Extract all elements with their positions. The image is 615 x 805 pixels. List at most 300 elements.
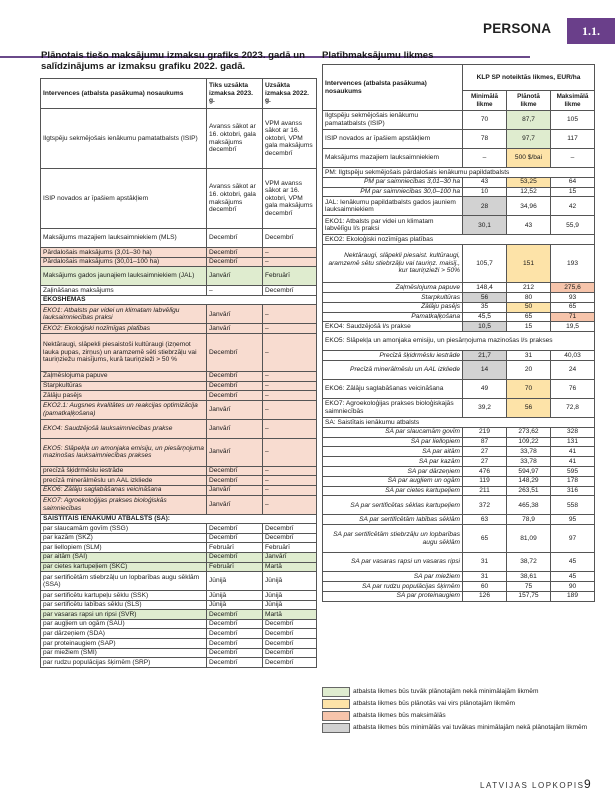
rate-min: 35 <box>463 302 507 312</box>
rate-min: 148,4 <box>463 283 507 293</box>
rate-row-name: SA par liellopiem <box>323 437 463 447</box>
schedule-row-name: par sertificētu labības sēklu (SLS) <box>41 600 207 610</box>
rate-row <box>323 197 595 216</box>
rate-planned: 33,78 <box>507 447 551 457</box>
schedule-2022: Decembrī <box>263 286 317 296</box>
rate-row <box>323 312 595 322</box>
rate-row-name: Nektāraugi, slāpekli piesaist. kultūraugi, aramzemē sētu stiebrzāļu vai tauriņz. maisīj., kur tauriņzieži > 50% <box>323 245 463 283</box>
schedule-row <box>41 543 317 553</box>
schedule-row <box>41 648 317 658</box>
rate-min: 21,7 <box>463 351 507 361</box>
page-number: 9 <box>584 777 591 791</box>
schedule-row-name: precīzā minerālmēslu un AAL izkliede <box>41 476 207 486</box>
rate-min: 30,1 <box>463 216 507 235</box>
col-header-name: Intervences (atbalsta pasākuma) nosaukums <box>41 79 207 109</box>
schedule-2022: Decembrī <box>263 658 317 668</box>
rate-row-name: SA par cietes kartupeļiem <box>323 486 463 496</box>
schedule-row <box>41 524 317 534</box>
rate-row <box>323 427 595 437</box>
rate-row-name: SA par sertificētām labības sēklām <box>323 515 463 525</box>
rate-planned: 43 <box>507 216 551 235</box>
rate-max: 193 <box>551 245 595 283</box>
rate-planned: 97,7 <box>507 130 551 149</box>
schedule-row-name: Maksājums mazajiem lauksaimniekiem (MLS) <box>41 229 207 248</box>
rate-max: 117 <box>551 130 595 149</box>
schedule-2023: – <box>207 286 263 296</box>
rate-row-name: PM: Ilgtspēju sekmējošais pārdalošais ienākumu papildatbalsts <box>323 168 595 178</box>
schedule-2022: – <box>263 419 317 438</box>
schedule-2022: Martā <box>263 562 317 572</box>
schedule-2023: Jūnijā <box>207 591 263 601</box>
schedule-row-name: par cietes kartupeļiem (SKC) <box>41 562 207 572</box>
schedule-2023: Decembrī <box>207 371 263 381</box>
rate-row-name: SA par slaucamām govīm <box>323 427 463 437</box>
rate-max: 42 <box>551 197 595 216</box>
schedule-2022: Decembrī <box>263 524 317 534</box>
rate-row-name: PM par saimniecības 3,01–30 ha <box>323 177 463 187</box>
schedule-row-name: par rudzu populācijas šķirnēm (SRP) <box>41 658 207 668</box>
rate-row-name: Pamatkaļķošana <box>323 312 463 322</box>
legend-swatch <box>322 687 350 697</box>
rate-row-name: SA par dārzeņiem <box>323 466 463 476</box>
legend-text: atbalsta likmes būs tuvāk plānotajām nekā minimālajām likmēm <box>353 688 539 696</box>
schedule-2023: Decembrī <box>207 524 263 534</box>
schedule-2023: Avanss sākot ar 16. oktobri, gala maksājums decembrī <box>207 109 263 169</box>
rate-max: 93 <box>551 292 595 302</box>
schedule-row-name: par vasaras rapsi un ripsi (SVR) <box>41 610 207 620</box>
rate-row-name: PM par saimniecības 30,0–100 ha <box>323 187 463 197</box>
rate-min: 78 <box>463 130 507 149</box>
rate-row <box>323 292 595 302</box>
schedule-row <box>41 514 317 524</box>
col-header-2022: Uzsākta izmaksa 2022. g. <box>263 79 317 109</box>
section-label: PERSONA <box>483 21 552 36</box>
rates-header-max: Maksimālā likme <box>551 91 595 111</box>
footer-magazine: LATVIJAS LOPKOPIS <box>480 781 585 790</box>
rate-row-name: SA par vasaras rapsi un vasaras ripsi <box>323 553 463 572</box>
schedule-row-name: ISIP novados ar īpašiem apstākļiem <box>41 169 207 229</box>
schedule-row <box>41 257 317 267</box>
rate-min: 476 <box>463 466 507 476</box>
schedule-row-name: Pārdalošais maksājums (30,01–100 ha) <box>41 257 207 267</box>
rate-row-name: SA par sertificētām stiebrzāļu un lopbarības augu sēklām <box>323 525 463 553</box>
schedule-row <box>41 419 317 438</box>
rate-max: 40,03 <box>551 351 595 361</box>
rate-min: 219 <box>463 427 507 437</box>
schedule-row <box>41 658 317 668</box>
rate-row <box>323 216 595 235</box>
col-header-2023: Tiks uzsākta izmaksa 2023. g. <box>207 79 263 109</box>
legend <box>322 687 594 735</box>
schedule-2023: Decembrī <box>207 333 263 371</box>
schedule-row-name: par sertificētām stiebrzāļu un lopbarības augu sēklām (SSA) <box>41 572 207 591</box>
rate-row <box>323 360 595 379</box>
rate-row-name: Precīzā minerālmēslu un AAL izkliede <box>323 360 463 379</box>
rate-row-name: SA: Saistītais ienākumu atbalsts <box>323 417 595 427</box>
schedule-row-name: SAISTĪTAIS IENĀKUMU ATBALSTS (SA): <box>41 514 317 524</box>
schedule-2023: Janvārī <box>207 324 263 334</box>
schedule-row-name: Ilgtspēju sekmējošais ienākumu pamatatbalsts (ISIP) <box>41 109 207 169</box>
schedule-2023: Janvārī <box>207 495 263 514</box>
schedule-2022: – <box>263 400 317 419</box>
schedule-2022: Februārī <box>263 267 317 286</box>
schedule-row-name: par aitām (SAI) <box>41 552 207 562</box>
rate-row-name: SA par kazām <box>323 457 463 467</box>
rate-row <box>323 177 595 187</box>
schedule-row-name: Nektāraugi, slāpekli piesaistoši kultūraugi (izņemot lauka pupas, zirņus) un aramzemē sēti stiebrzāļu vai tauriņziežu maisījums, kurā tauriņzieži > 50 % <box>41 333 207 371</box>
rate-row <box>323 235 595 245</box>
rate-planned: 594,97 <box>507 466 551 476</box>
schedule-row <box>41 639 317 649</box>
schedule-2023: Februārī <box>207 562 263 572</box>
rate-planned: 80 <box>507 292 551 302</box>
schedule-row-name: Starpkultūras <box>41 381 207 391</box>
rate-row <box>323 553 595 572</box>
rate-max: 41 <box>551 447 595 457</box>
legend-item <box>322 687 594 697</box>
schedule-2023: Decembrī <box>207 658 263 668</box>
schedule-2022: Decembrī <box>263 629 317 639</box>
rate-planned: 78,9 <box>507 515 551 525</box>
rate-max: 131 <box>551 437 595 447</box>
rate-row-name: Ilgtspēju sekmējošais ienākumu pamatatbalsts (ISIP) <box>323 111 463 130</box>
schedule-row <box>41 381 317 391</box>
rate-planned: 33,78 <box>507 457 551 467</box>
rate-planned: 31 <box>507 351 551 361</box>
schedule-row <box>41 438 317 466</box>
rate-max: 328 <box>551 427 595 437</box>
schedule-2023: Jūnijā <box>207 600 263 610</box>
schedule-row-name: par slaucamām govīm (SSG) <box>41 524 207 534</box>
schedule-row-name: EKO2: Ekoloģiski nozīmīgas platības <box>41 324 207 334</box>
left-table-title: Plānotais tiešo maksājumu izmaksu grafiks 2023. gadā un salīdzinājums ar izmaksu grafiku 2022. gadā. <box>41 50 305 72</box>
schedule-2022: Janvārī <box>263 552 317 562</box>
rate-row-name: SA par rudzu populācijas šķirnēm <box>323 581 463 591</box>
rate-row <box>323 351 595 361</box>
rate-min: 39,2 <box>463 398 507 417</box>
schedule-row <box>41 619 317 629</box>
rate-min: 10 <box>463 187 507 197</box>
rate-row <box>323 572 595 582</box>
rates-header-name: Intervences (atbalsta pasākuma) nosaukums <box>323 65 463 111</box>
rate-planned: 65 <box>507 312 551 322</box>
rate-max: 95 <box>551 515 595 525</box>
schedule-2023: Decembrī <box>207 533 263 543</box>
rate-min: – <box>463 149 507 168</box>
rate-min: 31 <box>463 572 507 582</box>
legend-item <box>322 711 594 721</box>
rate-max: 45 <box>551 553 595 572</box>
rate-planned: 273,62 <box>507 427 551 437</box>
schedule-2022: – <box>263 257 317 267</box>
rate-row-name: EKO2: Ekoloģiski nozīmīgas platības <box>323 235 595 245</box>
rate-row-name: EKO4: Saudzējošā l/s prakse <box>323 322 463 332</box>
schedule-2023: Jūnijā <box>207 572 263 591</box>
rate-min: 10,5 <box>463 322 507 332</box>
rate-max: 76 <box>551 379 595 398</box>
schedule-row-name: precīzā šķidrmēslu iestrāde <box>41 466 207 476</box>
rate-row <box>323 525 595 553</box>
rate-row <box>323 245 595 283</box>
schedule-2023: Decembrī <box>207 639 263 649</box>
rate-row-name: EKO1: Atbalsts par videi un klimatam labvēlīgu l/s praksi <box>323 216 463 235</box>
rate-row <box>323 496 595 515</box>
rate-planned: 34,96 <box>507 197 551 216</box>
schedule-row <box>41 485 317 495</box>
rate-planned: 500 $/bai <box>507 149 551 168</box>
rate-row <box>323 466 595 476</box>
rate-planned: 15 <box>507 322 551 332</box>
rate-row <box>323 398 595 417</box>
rate-planned: 38,61 <box>507 572 551 582</box>
rate-min: 63 <box>463 515 507 525</box>
rate-row-name: EKO5: Slāpekļa un amonjaka emisiju, un piesārņojuma mazinošas l/s prakses <box>323 332 595 351</box>
rate-row <box>323 187 595 197</box>
schedule-2022: – <box>263 333 317 371</box>
schedule-2022: Decembrī <box>263 619 317 629</box>
rate-min: 27 <box>463 457 507 467</box>
schedule-2023: Decembrī <box>207 257 263 267</box>
schedule-2022: – <box>263 381 317 391</box>
chapter-badge: 1.1. <box>567 18 615 44</box>
schedule-2022: – <box>263 485 317 495</box>
rate-row <box>323 111 595 130</box>
rate-min: 28 <box>463 197 507 216</box>
rate-row-name: JAL: Ienākumu papildatbalsts gados jauniem lauksaimniekiem <box>323 197 463 216</box>
rate-planned: 263,51 <box>507 486 551 496</box>
schedule-row-name: EKO1: Atbalsts par videi un klimatam labvēlīgu lauksaimniecības praksi <box>41 305 207 324</box>
schedule-row <box>41 109 317 169</box>
schedule-2022: Decembrī <box>263 648 317 658</box>
schedule-row <box>41 169 317 229</box>
rate-row <box>323 332 595 351</box>
rate-max: 90 <box>551 581 595 591</box>
schedule-row-name: Zaļināšanas maksājums <box>41 286 207 296</box>
schedule-row-name: EKO4: Saudzējošā lauksaimniecības prakse <box>41 419 207 438</box>
rate-min: 60 <box>463 581 507 591</box>
rate-row <box>323 447 595 457</box>
schedule-2023: Janvārī <box>207 267 263 286</box>
rate-max: 64 <box>551 177 595 187</box>
schedule-row <box>41 324 317 334</box>
rate-max: 41 <box>551 457 595 467</box>
rate-row <box>323 581 595 591</box>
schedule-2023: Janvārī <box>207 305 263 324</box>
rate-max: 72,8 <box>551 398 595 417</box>
rate-max: 189 <box>551 591 595 601</box>
schedule-row-name: par liellopiem (SLM) <box>41 543 207 553</box>
rate-planned: 87,7 <box>507 111 551 130</box>
schedule-row <box>41 495 317 514</box>
schedule-2023: Decembrī <box>207 619 263 629</box>
rate-max: – <box>551 149 595 168</box>
rate-min: 372 <box>463 496 507 515</box>
right-table-title: Platībmaksājumu likmes <box>322 50 434 61</box>
schedule-row <box>41 286 317 296</box>
legend-swatch <box>322 723 350 733</box>
rate-max: 55,9 <box>551 216 595 235</box>
legend-item <box>322 723 594 733</box>
rate-max: 24 <box>551 360 595 379</box>
rate-min: 56 <box>463 292 507 302</box>
legend-text: atbalsta likmes būs maksimālās <box>353 712 446 720</box>
rate-row <box>323 476 595 486</box>
legend-item <box>322 699 594 709</box>
rate-row <box>323 130 595 149</box>
schedule-2023: Februārī <box>207 543 263 553</box>
rate-min: 45,5 <box>463 312 507 322</box>
rate-planned: 212 <box>507 283 551 293</box>
schedule-2023: Decembrī <box>207 552 263 562</box>
schedule-row-name: Zaļmēslojuma papuve <box>41 371 207 381</box>
rate-row-name: SA par proteinaugiem <box>323 591 463 601</box>
schedule-row-name: EKOSHĒMAS <box>41 295 317 305</box>
schedule-row <box>41 552 317 562</box>
schedule-2023: Janvārī <box>207 438 263 466</box>
schedule-2022: Jūnijā <box>263 572 317 591</box>
schedule-2023: Decembrī <box>207 229 263 248</box>
schedule-row <box>41 629 317 639</box>
rate-planned: 12,52 <box>507 187 551 197</box>
rate-max: 97 <box>551 525 595 553</box>
rate-row-name: Precīzā šķidrmēslu iestrāde <box>323 351 463 361</box>
rates-table <box>322 64 595 602</box>
rate-min: 14 <box>463 360 507 379</box>
schedule-row <box>41 229 317 248</box>
rate-planned: 20 <box>507 360 551 379</box>
rate-row <box>323 302 595 312</box>
rate-min: 27 <box>463 447 507 457</box>
schedule-row-name: Zālāju pasējs <box>41 391 207 401</box>
rate-min: 43 <box>463 177 507 187</box>
rate-min: 31 <box>463 553 507 572</box>
rate-min: 105,7 <box>463 245 507 283</box>
rate-row-name: EKO7: Agroekoloģijas prakses bioloģiskajās saimniecībās <box>323 398 463 417</box>
rate-min: 49 <box>463 379 507 398</box>
rate-max: 275,6 <box>551 283 595 293</box>
rate-row <box>323 591 595 601</box>
schedule-2022: Februārī <box>263 543 317 553</box>
schedule-row <box>41 610 317 620</box>
rate-row-name: Zaļmēslojuma papuve <box>323 283 463 293</box>
rate-min: 65 <box>463 525 507 553</box>
schedule-row-name: EKO2.1: Augsnes kvalitātes un reakcijas optimizācija (pamatkaļķošana) <box>41 400 207 419</box>
rate-row-name: Maksājums mazajiem lauksaimniekiem <box>323 149 463 168</box>
schedule-row-name: par augļiem un ogām (SAU) <box>41 619 207 629</box>
rate-max: 178 <box>551 476 595 486</box>
rate-row-name: ISIP novados ar īpašiem apstākļiem <box>323 130 463 149</box>
schedule-2023: Janvārī <box>207 485 263 495</box>
rate-max: 19,5 <box>551 322 595 332</box>
rate-row-name: EKO6: Zālāju saglabāšanas veicināšana <box>323 379 463 398</box>
rate-min: 126 <box>463 591 507 601</box>
schedule-row-name: Pārdalošais maksājums (3,01–30 ha) <box>41 248 207 258</box>
schedule-row <box>41 391 317 401</box>
schedule-2022: Decembrī <box>263 533 317 543</box>
schedule-row <box>41 533 317 543</box>
schedule-2022: – <box>263 466 317 476</box>
rate-row <box>323 437 595 447</box>
schedule-row <box>41 572 317 591</box>
rate-planned: 81,09 <box>507 525 551 553</box>
schedule-2023: Decembrī <box>207 610 263 620</box>
schedule-2022: Decembrī <box>263 229 317 248</box>
schedule-row-name: par miežiem (SMI) <box>41 648 207 658</box>
rate-row <box>323 168 595 178</box>
rate-row <box>323 515 595 525</box>
schedule-2023: Decembrī <box>207 629 263 639</box>
schedule-row <box>41 248 317 258</box>
schedule-2022: VPM avanss sākot ar 16. oktobri, VPM gala maksājums decembrī <box>263 109 317 169</box>
schedule-row <box>41 267 317 286</box>
schedule-2022: – <box>263 476 317 486</box>
rate-row-name: Zālāju pasējs <box>323 302 463 312</box>
rate-row <box>323 283 595 293</box>
rate-max: 316 <box>551 486 595 496</box>
rate-planned: 53,25 <box>507 177 551 187</box>
schedule-2022: Martā <box>263 610 317 620</box>
rate-planned: 151 <box>507 245 551 283</box>
legend-text: atbalsta likmes būs plānotās vai virs plānotajām likmēm <box>353 700 515 708</box>
schedule-row <box>41 371 317 381</box>
schedule-row-name: Maksājums gados jaunajiem lauksaimniekiem (JAL) <box>41 267 207 286</box>
schedule-2022: – <box>263 495 317 514</box>
rate-row <box>323 322 595 332</box>
schedule-row-name: EKO5: Slāpekļa un amonjaka emisiju, un piesārņojuma mazinošas lauksaimniecības prakses <box>41 438 207 466</box>
schedule-2023: Decembrī <box>207 391 263 401</box>
rate-planned: 50 <box>507 302 551 312</box>
legend-swatch <box>322 711 350 721</box>
schedule-2023: Janvārī <box>207 400 263 419</box>
rate-row <box>323 417 595 427</box>
schedule-2022: – <box>263 371 317 381</box>
rate-row <box>323 149 595 168</box>
rates-header-group: KLP SP noteiktās likmes, EUR/ha <box>463 65 595 91</box>
schedule-row-name: par kazām (SKZ) <box>41 533 207 543</box>
schedule-2023: Decembrī <box>207 648 263 658</box>
rate-planned: 465,38 <box>507 496 551 515</box>
rate-min: 119 <box>463 476 507 486</box>
rate-min: 211 <box>463 486 507 496</box>
rate-planned: 70 <box>507 379 551 398</box>
schedule-2023: Decembrī <box>207 476 263 486</box>
schedule-row <box>41 600 317 610</box>
schedule-2023: Janvārī <box>207 419 263 438</box>
rate-max: 558 <box>551 496 595 515</box>
rate-row-name: SA par augļiem un ogām <box>323 476 463 486</box>
schedule-2022: – <box>263 305 317 324</box>
rate-row-name: Starpkultūras <box>323 292 463 302</box>
schedule-row <box>41 305 317 324</box>
rate-max: 45 <box>551 572 595 582</box>
rate-planned: 75 <box>507 581 551 591</box>
rates-header-min: Minimālā likme <box>463 91 507 111</box>
schedule-2023: Decembrī <box>207 466 263 476</box>
schedule-row <box>41 476 317 486</box>
rate-planned: 56 <box>507 398 551 417</box>
schedule-row <box>41 466 317 476</box>
schedule-row <box>41 333 317 371</box>
schedule-row-name: par sertificētu kartupeļu sēklu (SSK) <box>41 591 207 601</box>
rate-max: 15 <box>551 187 595 197</box>
rate-max: 65 <box>551 302 595 312</box>
schedule-2023: Decembrī <box>207 381 263 391</box>
schedule-row <box>41 295 317 305</box>
schedule-row <box>41 591 317 601</box>
schedule-2022: Decembrī <box>263 639 317 649</box>
rate-planned: 148,29 <box>507 476 551 486</box>
rate-planned: 38,72 <box>507 553 551 572</box>
